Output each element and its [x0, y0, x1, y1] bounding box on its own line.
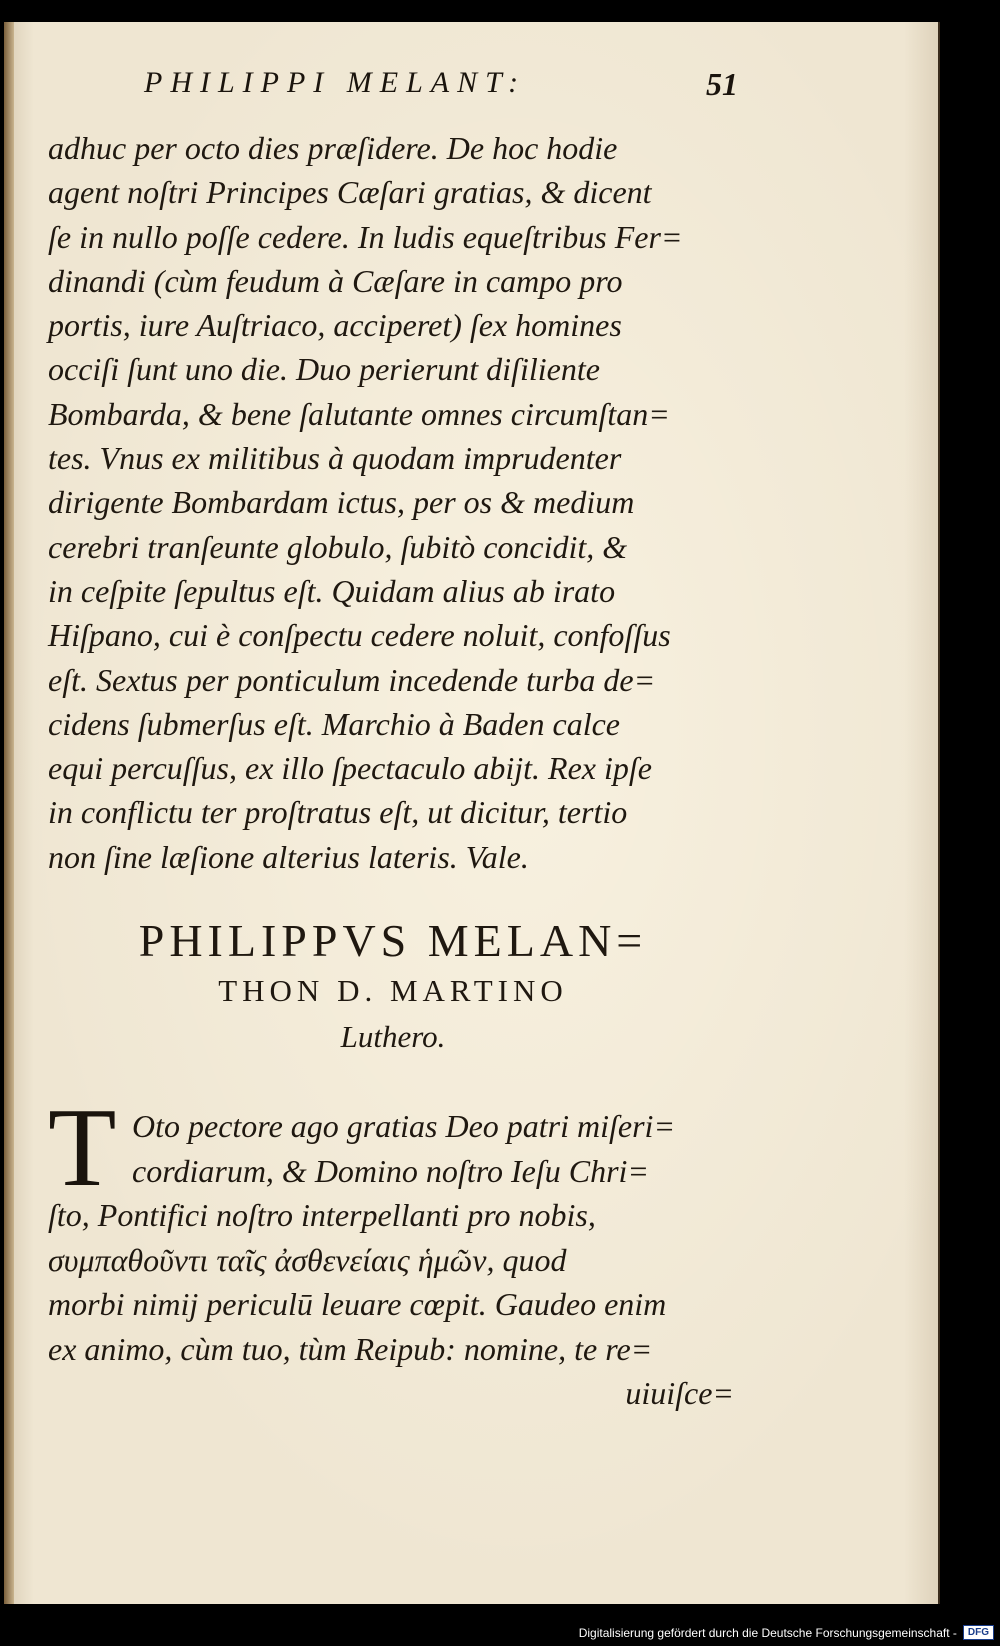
dfg-logo: DFG [963, 1625, 994, 1640]
credit-text: Digitalisierung gefördert durch die Deutsche Forschungsgemeinschaft - [578, 1625, 957, 1640]
text-line: tes. Vnus ex militibus à quodam imprudenter [48, 440, 622, 477]
text-line: in conflictu ter proſtratus eſt, ut dicitur, tertio [48, 794, 628, 831]
digitization-credit [579, 1625, 994, 1640]
text-line: dirigente Bombardam ictus, per os & medium [48, 484, 635, 521]
letter-line: ex animo, cùm tuo, tùm Reipub: nomine, te re= [48, 1330, 653, 1367]
catchword: uiuiſce= [625, 1375, 734, 1411]
letter-line: Oto pectore ago gratias Deo patri miſeri= [132, 1108, 676, 1144]
drop-cap: T [48, 1086, 117, 1210]
text-line: ſe in nullo poſſe cedere. In ludis equeſtribus Fer= [48, 218, 683, 255]
heading-line-1: PHILIPPVS MELAN= [138, 915, 648, 966]
page-number: 51 [706, 66, 738, 102]
text-line: in ceſpite ſepultus eſt. Quidam alius ab irato [48, 572, 616, 609]
page-edge-shadow [4, 22, 14, 1604]
text-line: adhuc per octo dies præſidere. De hoc hodie [48, 130, 618, 166]
letter-heading [48, 915, 738, 1059]
text-line: dinandi (cùm feudum à Cæſare in campo pro [48, 262, 623, 299]
text-line: occiſi ſunt uno die. Duo perierunt diſiliente [48, 351, 600, 388]
text-line: cidens ſubmerſus eſt. Marchio à Baden calce [48, 705, 620, 742]
text-line: non ſine læſione alterius lateris. Vale. [48, 838, 529, 875]
letter-line: cordiarum, & Domino noſtro Ieſu Chri= [132, 1152, 649, 1189]
letter-text [48, 1086, 738, 1416]
letter-line: morbi nimij periculū leuare cœpit. Gaudeo enim [48, 1286, 667, 1322]
text-line: portis, iure Auſtriaco, acciperet) ſex homines [48, 307, 622, 344]
body-text [48, 126, 738, 879]
heading-line-3: Luthero. [340, 1019, 446, 1054]
text-line: agent noſtri Principes Cæſari gratias, & dicent [48, 174, 652, 211]
running-head: PHILIPPI MELANT: [144, 66, 527, 99]
book-page [4, 22, 940, 1604]
heading-line-2: THON D. MARTINO [218, 973, 568, 1008]
text-line: cerebri tranſeunte globulo, ſubitò concidit, & [48, 528, 628, 565]
letter-line: συμπαθοῦντι ταῖς ἀσθενείαις ἡμῶν, quod [48, 1241, 567, 1278]
text-line: Hiſpano, cui è conſpectu cedere noluit, confoſſus [48, 617, 671, 654]
text-line: Bombarda, & bene ſalutante omnes circumſtan= [48, 395, 670, 432]
letter-line: ſto, Pontifici noſtro interpellanti pro nobis, [48, 1197, 596, 1233]
text-line: equi percuſſus, ex illo ſpectaculo abijt. Rex ipſe [48, 750, 652, 787]
text-line: eſt. Sextus per ponticulum incedende turba de= [48, 661, 656, 698]
